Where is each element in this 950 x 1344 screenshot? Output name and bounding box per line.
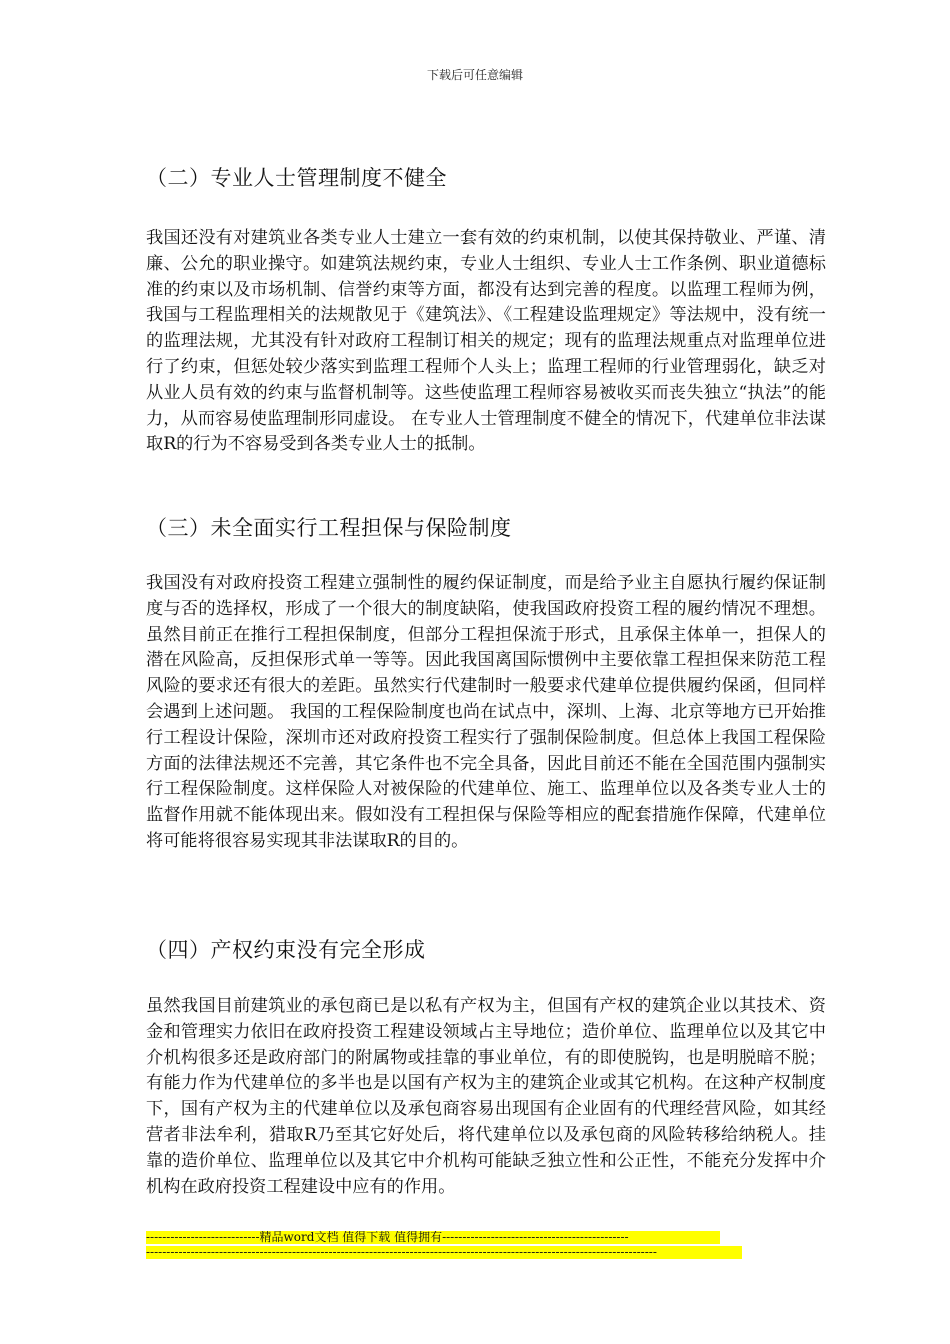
section-paragraph-4: 虽然我国目前建筑业的承包商已是以私有产权为主，但国有产权的建筑企业以其技术、资金和管理实力依旧在政府投资工程建设领域占主导地位；造价单位、监理单位以及其它中介机构很多还是政府部门的附属物或挂靠的事业单位，有的即使脱钩，也是明脱暗不脱；有能力作为代建单位的多半也是以国有产权为主的建筑企业或其它机构。在这种产权制度下，国有产权为主的代建单位以及承包商容易出现国有企业固有的代理经营风险，如其经营者非法牟利，猎取R乃至其它好处后，将代建单位以及承包商的风险转移给纳税人。挂靠的造价单位、监理单位以及其它中介机构可能缺乏独立性和公正性，不能充分发挥中介机构在政府投资工程建设中应有的作用。 [146,996,826,1197]
page-header-note: 下载后可任意编辑 [426,68,523,82]
footer-banner-line-1: ----------------------------精品word文档 值得下载 值得拥有---------------------------------------------- [146,1231,720,1244]
section-paragraph-2: 我国还没有对建筑业各类专业人士建立一套有效的约束机制，以使其保持敬业、严谨、清廉、公允的职业操守。如建筑法规约束，专业人士组织、专业人士工作条例、职业道德标准的约束以及市场机制、信誉约束等方面，都没有达到完善的程度。以监理工程师为例，我国与工程监理相关的法规散见于《建筑法》、《工程建设监理规定》等法规中，没有统一的监理法规，尤其没有针对政府工程制订相关的规定；现有的监理法规重点对监理单位进行了约束，但惩处较少落实到监理工程师个人头上；监理工程师的行业管理弱化，缺乏对从业人员有效的约束与监督机制等。这些使监理工程师容易被收买而丧失独立“执法”的能力，从而容易使监理制形同虚设。 在专业人士管理制度不健全的情况下，代建单位非法谋取R的行为不容易受到各类专业人士的抵制。 [146,228,826,455]
section-heading-3: （三）未全面实行工程担保与保险制度 [146,516,512,540]
section-heading-4: （四）产权约束没有完全形成 [146,938,426,962]
section-heading-2: （二）专业人士管理制度不健全 [146,166,447,190]
section-paragraph-3: 我国没有对政府投资工程建立强制性的履约保证制度，而是给予业主自愿执行履约保证制度与否的选择权，形成了一个很大的制度缺陷，使我国政府投资工程的履约情况不理想。虽然目前正在推行工程担保制度，但部分工程担保流于形式，且承保主体单一，担保人的潜在风险高，反担保形式单一等等。因此我国离国际惯例中主要依靠工程担保来防范工程风险的要求还有很大的差距。虽然实行代建制时一般要求代建单位提供履约保函，但同样会遇到上述问题。 我国的工程保险制度也尚在试点中，深圳、上海、北京等地方已开始推行工程设计保险，深圳市还对政府投资工程实行了强制保险制度。但总体上我国工程保险方面的法律法规还不完善，其它条件也不完全具备，因此目前还不能在全国范围内强制实行工程保险制度。这样保险人对被保险的代建单位、施工、监理单位以及各类专业人士的监督作用就不能体现出来。假如没有工程担保与保险等相应的配套措施作保障，代建单位将可能将很容易实现其非法谋取R的目的。 [146,573,826,851]
footer-banner-line-2: ------------------------------------------------------------------------------------------------------------------------------ [146,1246,742,1259]
